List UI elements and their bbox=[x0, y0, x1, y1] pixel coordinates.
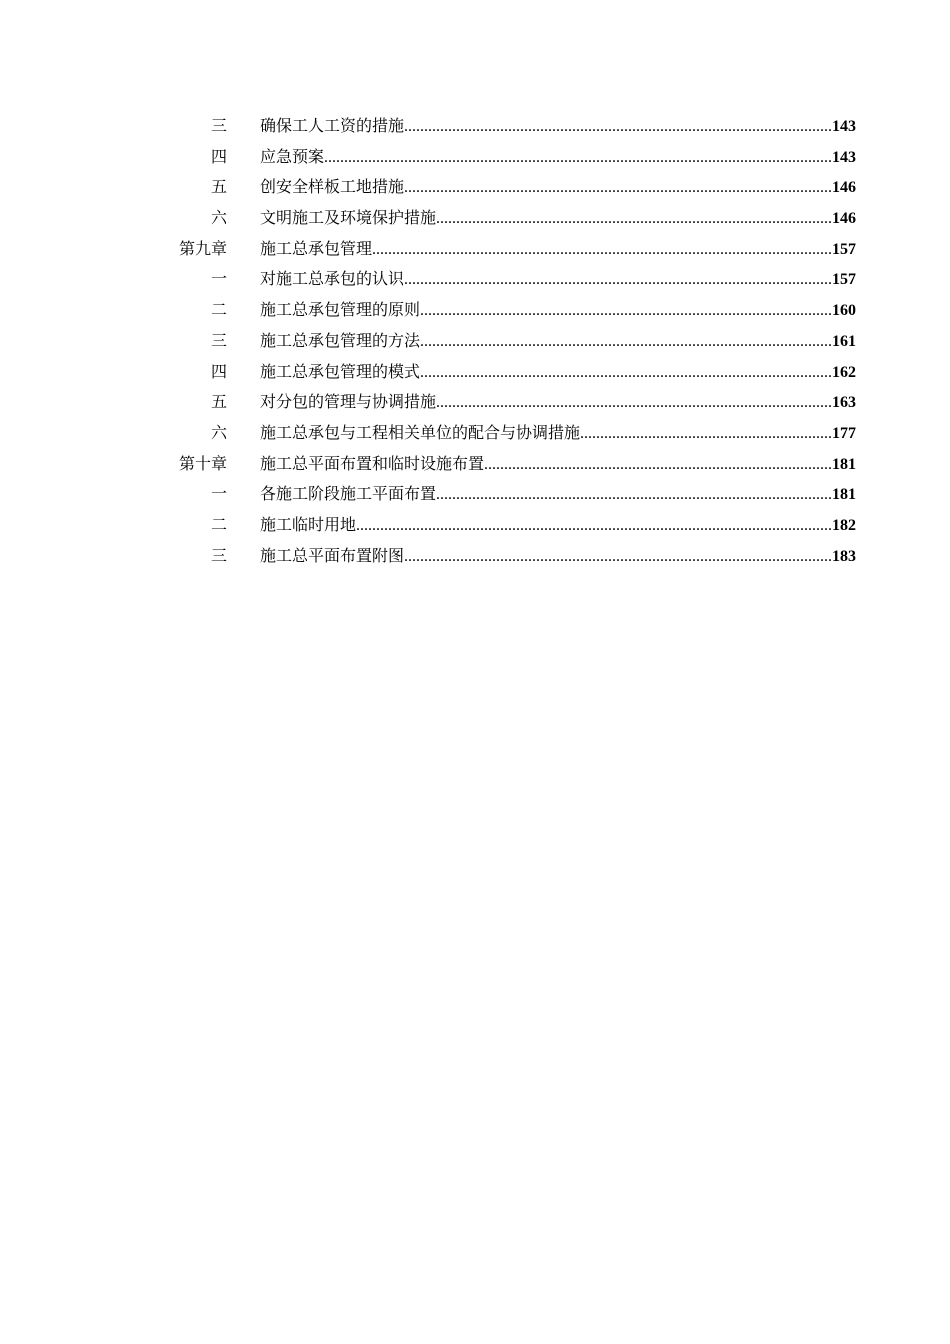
toc-entry-title: 各施工阶段施工平面布置 bbox=[260, 484, 437, 504]
toc-dot-leader bbox=[436, 388, 832, 419]
toc-entry-title: 施工总平面布置和临时设施布置 bbox=[260, 453, 485, 473]
toc-entry-page: 181 bbox=[832, 455, 856, 473]
toc-entry-title: 施工总承包管理的方法 bbox=[260, 330, 421, 350]
toc-entry[interactable] bbox=[170, 449, 856, 480]
toc-entry-page: 157 bbox=[832, 240, 856, 258]
toc-entry-page: 163 bbox=[832, 394, 856, 412]
toc-entry-page: 182 bbox=[832, 516, 856, 534]
toc-entry[interactable] bbox=[170, 172, 856, 203]
toc-entry-page: 146 bbox=[832, 210, 856, 228]
toc-entry-title: 施工总承包与工程相关单位的配合与协调措施 bbox=[260, 422, 581, 442]
toc-entry-page: 181 bbox=[832, 486, 856, 504]
toc-entry-page: 162 bbox=[832, 363, 856, 381]
toc-entry[interactable] bbox=[170, 418, 856, 449]
toc-entry-title: 对分包的管理与协调措施 bbox=[260, 392, 437, 412]
toc-entry-number: 三 bbox=[210, 116, 227, 135]
toc-entry-page: 157 bbox=[832, 271, 856, 289]
toc-entry-number: 六 bbox=[210, 208, 227, 228]
toc-entry[interactable] bbox=[170, 234, 856, 265]
toc-entry-page: 143 bbox=[832, 148, 856, 166]
toc-dot-leader bbox=[356, 511, 832, 542]
toc-entry-number: 第九章 bbox=[178, 238, 227, 258]
toc-dot-leader bbox=[436, 480, 832, 511]
toc-entry-page: 177 bbox=[832, 424, 856, 442]
toc-entry-number: 二 bbox=[210, 514, 227, 534]
toc-entry[interactable] bbox=[170, 541, 856, 572]
toc-entry[interactable] bbox=[170, 357, 856, 388]
toc-dot-leader bbox=[324, 143, 832, 174]
toc-entry[interactable] bbox=[170, 479, 856, 510]
toc-entry[interactable] bbox=[170, 326, 856, 357]
toc-entry[interactable] bbox=[170, 387, 856, 418]
toc-entry-title: 施工总平面布置附图 bbox=[260, 545, 405, 565]
toc-entry-page: 183 bbox=[832, 547, 856, 565]
toc-entry[interactable] bbox=[170, 142, 856, 173]
toc-entry-number: 六 bbox=[210, 422, 227, 442]
toc-dot-leader bbox=[580, 419, 832, 450]
table-of-contents bbox=[170, 111, 856, 571]
toc-dot-leader bbox=[404, 265, 832, 296]
toc-entry-number: 五 bbox=[210, 392, 227, 412]
toc-entry-page: 160 bbox=[832, 302, 856, 320]
toc-dot-leader bbox=[420, 358, 832, 389]
toc-entry[interactable] bbox=[170, 295, 856, 326]
toc-entry-number: 四 bbox=[210, 361, 227, 381]
toc-entry[interactable] bbox=[170, 264, 856, 295]
toc-entry-page: 161 bbox=[832, 332, 856, 350]
toc-entry[interactable] bbox=[170, 111, 856, 142]
toc-entry-title: 应急预案 bbox=[260, 146, 325, 166]
toc-entry-number: 二 bbox=[210, 300, 227, 320]
toc-entry-number: 第十章 bbox=[178, 453, 227, 473]
toc-entry-title: 施工总承包管理的模式 bbox=[260, 361, 421, 381]
toc-dot-leader bbox=[404, 173, 832, 204]
toc-entry-title: 施工总承包管理 bbox=[260, 238, 373, 258]
toc-entry-title: 对施工总承包的认识 bbox=[260, 269, 405, 289]
toc-entry-title: 施工总承包管理的原则 bbox=[260, 300, 421, 320]
toc-entry-number: 一 bbox=[210, 484, 227, 504]
toc-dot-leader bbox=[404, 542, 832, 573]
toc-entry-page: 143 bbox=[832, 118, 856, 135]
toc-entry-page: 146 bbox=[832, 179, 856, 197]
toc-entry-title: 确保工人工资的措施 bbox=[260, 116, 405, 135]
toc-entry-number: 三 bbox=[210, 545, 227, 565]
toc-entry-number: 三 bbox=[210, 330, 227, 350]
toc-entry-title: 创安全样板工地措施 bbox=[260, 177, 405, 197]
toc-entry-title: 文明施工及环境保护措施 bbox=[260, 208, 437, 228]
toc-entry-number: 一 bbox=[210, 269, 227, 289]
toc-entry-title: 施工临时用地 bbox=[260, 514, 357, 534]
toc-entry[interactable] bbox=[170, 203, 856, 234]
toc-dot-leader bbox=[404, 112, 832, 143]
toc-dot-leader bbox=[420, 327, 832, 358]
toc-dot-leader bbox=[372, 235, 832, 266]
toc-entry-number: 五 bbox=[210, 177, 227, 197]
toc-dot-leader bbox=[484, 450, 832, 481]
toc-dot-leader bbox=[436, 204, 832, 235]
toc-entry[interactable] bbox=[170, 510, 856, 541]
toc-entry-number: 四 bbox=[210, 146, 227, 166]
toc-dot-leader bbox=[420, 296, 832, 327]
